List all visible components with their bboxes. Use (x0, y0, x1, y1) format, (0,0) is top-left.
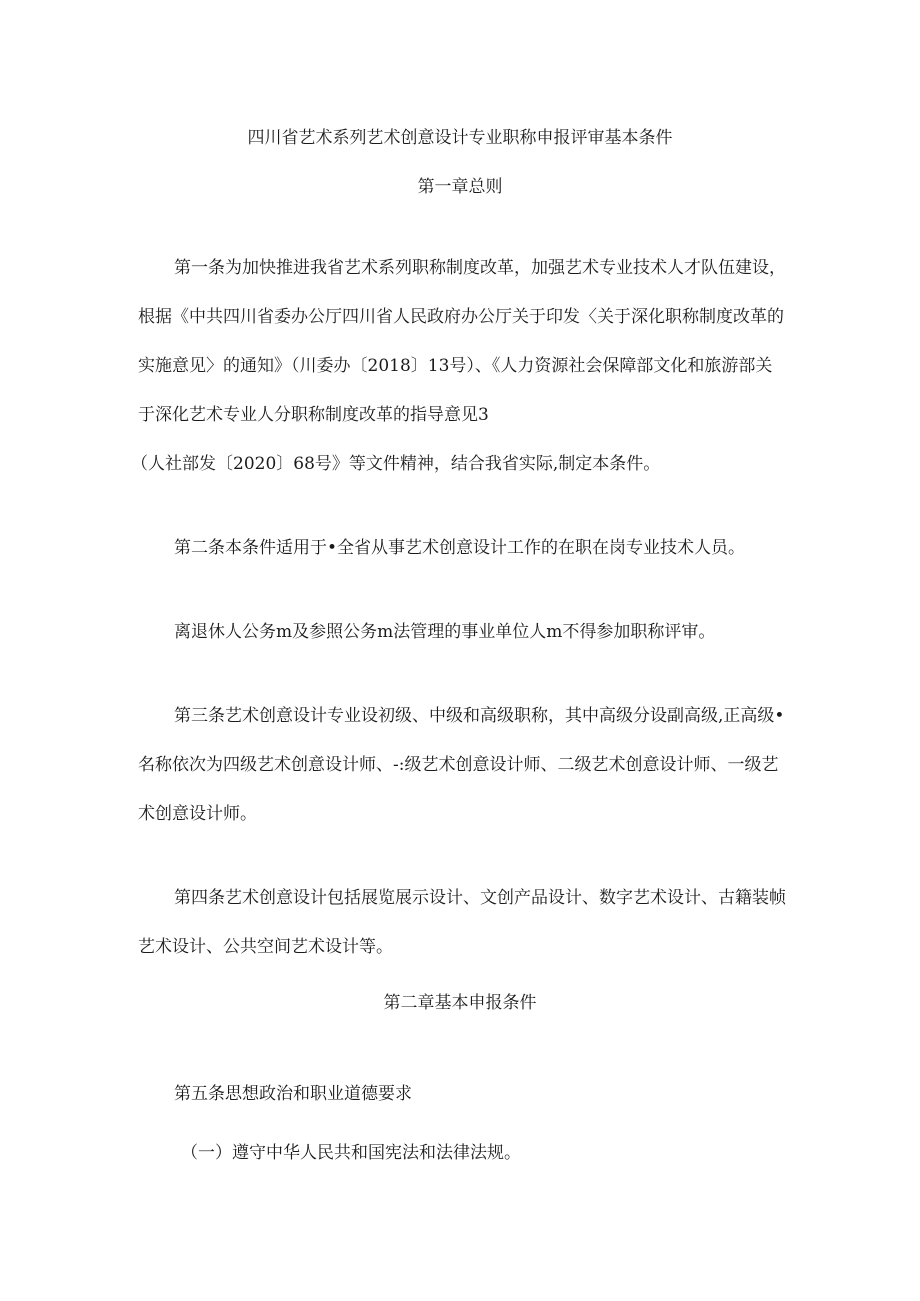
article-3-line-3: 术创意设计师。 (138, 804, 257, 824)
article-1-line-5: （人社部发〔2020〕68号》等文件精神，结合我省实际,制定本条件。 (131, 454, 661, 474)
article-5-item-1: （一）遵守中华人民共和国宪法和法律法规。 (181, 1143, 521, 1163)
document-title: 四川省艺术系列艺术创意设计专业职称申报评审基本条件 (247, 128, 673, 148)
chapter-2-heading: 第二章基本申报条件 (383, 993, 537, 1013)
chapter-1-heading: 第一章总则 (417, 177, 503, 197)
article-4-line-2: 艺术设计、公共空间艺术设计等。 (138, 937, 393, 957)
article-2: 第二条本条件适用于•全省从事艺术创意设计工作的在职在岗专业技术人员。 (174, 538, 746, 558)
article-4-line-1: 第四条艺术创意设计包括展览展示设计、文创产品设计、数字艺术设计、古籍装帧 (174, 888, 786, 908)
article-5-heading: 第五条思想政治和职业道德要求 (174, 1084, 412, 1104)
article-1-line-1: 第一条为加快推进我省艺术系列职称制度改革，加强艺术专业技术人才队伍建设， (174, 258, 786, 278)
article-3-line-2: 名称依次为四级艺术创意设计师、-:级艺术创意设计师、二级艺术创意设计师、一级艺 (138, 755, 779, 775)
article-2-supplement: 离退休人公务m及参照公务m法管理的事业单位人m不得参加职称评审。 (174, 622, 716, 642)
article-1-line-2: 根据《中共四川省委办公厅四川省人民政府办公厅关于印发〈关于深化职称制度改革的 (138, 307, 784, 327)
article-1-line-4: 于深化艺术专业人分职称制度改革的指导意见3 (138, 405, 489, 425)
article-1-line-3: 实施意见〉的通知》（川委办〔2018〕13号）、《人力资源社会保障部文化和旅游部关 (138, 356, 773, 376)
article-3-line-1: 第三条艺术创意设计专业设初级、中级和高级职称，其中高级分设副高级,正高级• (174, 706, 785, 726)
